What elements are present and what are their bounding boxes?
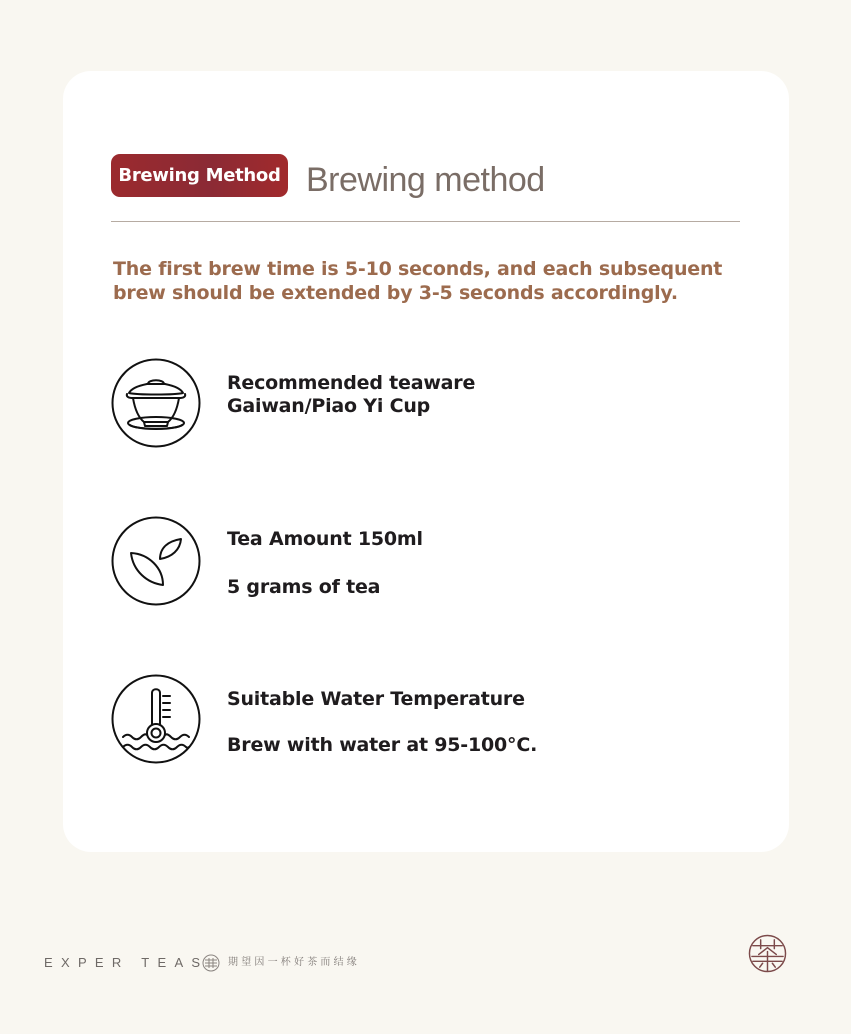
teaware-value: Gaiwan/Piao Yi Cup bbox=[227, 395, 431, 417]
tea-amount-info bbox=[227, 527, 423, 599]
water-temperature-value: Brew with water at 95-100°C. bbox=[227, 734, 538, 756]
teaware-info bbox=[227, 372, 475, 418]
tea-leaves-icon bbox=[111, 516, 201, 606]
teaware-label: Recommended teaware bbox=[227, 372, 476, 394]
brand-seal-logo-icon bbox=[748, 934, 787, 973]
header-divider bbox=[111, 221, 740, 222]
tea-grams-value: 5 grams of tea bbox=[227, 576, 381, 598]
tea-amount-label: Tea Amount 150ml bbox=[227, 528, 423, 550]
gaiwan-icon bbox=[111, 358, 201, 448]
brand-name: EXPER TEAS bbox=[44, 955, 209, 970]
thermometer-water-icon bbox=[111, 674, 201, 764]
section-badge: Brewing Method bbox=[111, 154, 288, 197]
water-temperature-info bbox=[227, 687, 537, 757]
section-subtitle: Brewing method bbox=[306, 161, 545, 199]
brand-mini-logo-icon bbox=[202, 954, 220, 972]
water-temperature-label: Suitable Water Temperature bbox=[227, 688, 525, 710]
brand-slogan: 期望因一杯好茶而结缘 bbox=[228, 957, 360, 968]
brew-time-instructions: The first brew time is 5-10 seconds, and each subsequent brew should be extended by 3-5 seconds accordingly. bbox=[113, 258, 723, 304]
